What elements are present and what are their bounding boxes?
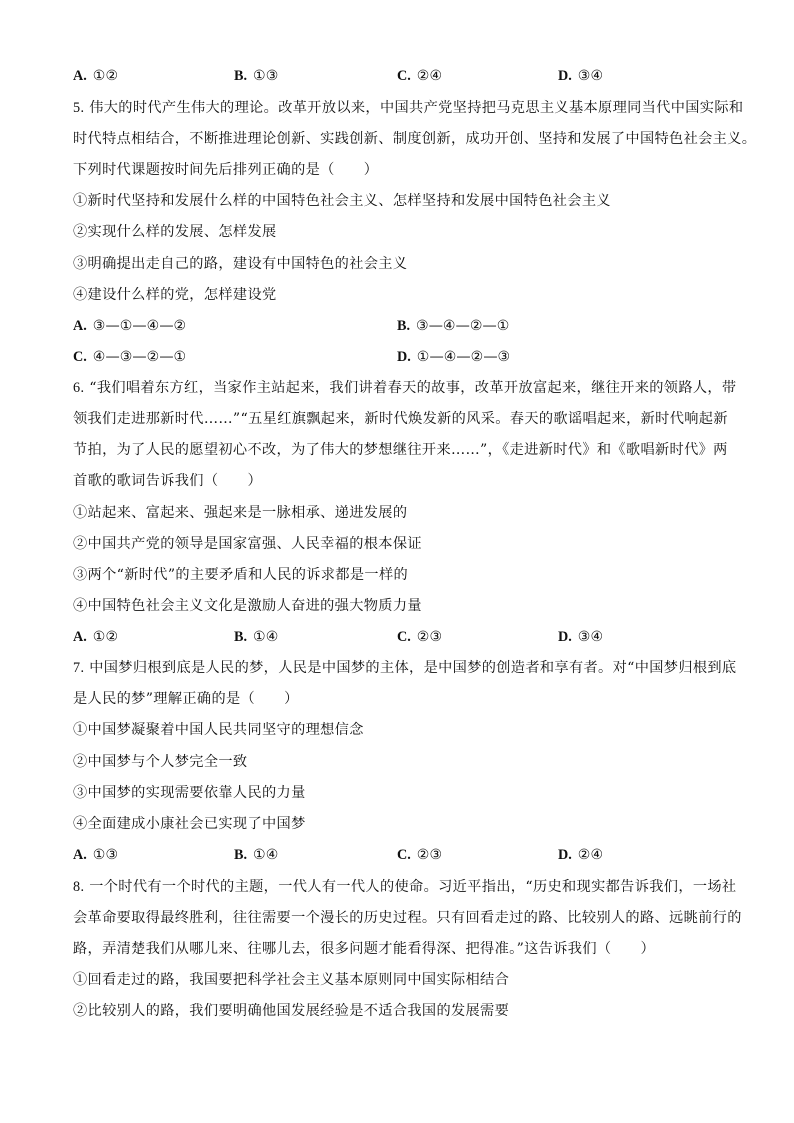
option-key: D. bbox=[558, 68, 572, 84]
q7-item-2: ②中国梦与个人梦完全一致 bbox=[73, 754, 248, 770]
option-key: B. bbox=[234, 847, 248, 863]
option-key: A. bbox=[73, 318, 87, 334]
q8-stem-line-2: 会革命要取得最终胜利，往往需要一个漫长的历史过程。只有回看走过的路、比较别人的路、远眺前行的 bbox=[73, 910, 742, 926]
q5-item-4: ④建设什么样的党，怎样建设党 bbox=[73, 287, 277, 303]
option-text: ①③ bbox=[253, 68, 279, 84]
q6-option-b bbox=[234, 627, 278, 647]
q5-option-a bbox=[73, 316, 186, 336]
option-key: D. bbox=[558, 847, 572, 863]
option-key: B. bbox=[397, 318, 411, 334]
q5-item-2: ②实现什么样的发展、怎样发展 bbox=[73, 224, 277, 240]
q5-option-b bbox=[397, 316, 509, 336]
option-key: B. bbox=[234, 629, 248, 645]
q6-item-3: ③两个“新时代”的主要矛盾和人民的诉求都是一样的 bbox=[73, 567, 409, 583]
q8-stem-line-3: 路，弄清楚我们从哪儿来、往哪儿去，很多问题才能看得深、把得准。”这告诉我们（ ） bbox=[73, 941, 656, 957]
q7-option-b bbox=[234, 845, 278, 865]
stem-text: 伟大的时代产生伟大的理论。改革开放以来，中国共产党坚持把马克思主义基本原理同当代中国实际和 bbox=[89, 100, 744, 116]
option-key: C. bbox=[73, 349, 87, 365]
option-text: ③④ bbox=[577, 68, 604, 84]
stem-text: 一个时代有一个时代的主题，一代人有一代人的使命。习近平指出，“历史和现实都告诉我们，一场社 bbox=[89, 879, 737, 895]
q7-option-c bbox=[397, 845, 442, 865]
top-option-d bbox=[558, 66, 603, 86]
q5-stem-line-2: 时代特点相结合，不断推进理论创新、实践创新、制度创新，成功开创、坚持和发展了中国特色社会主义。 bbox=[73, 131, 757, 147]
option-text: ①③ bbox=[92, 847, 119, 863]
q5-stem-line-3: 下列时代课题按时间先后排列正确的是（ ） bbox=[73, 162, 379, 178]
q8-item-1: ①回看走过的路，我国要把科学社会主义基本原则同中国实际相结合 bbox=[73, 972, 510, 988]
q6-option-d bbox=[558, 627, 603, 647]
question-number: 7. bbox=[73, 660, 85, 676]
stem-text: “我们唱着东方红，当家作主站起来，我们讲着春天的故事，改革开放富起来，继往开来的领路人，带 bbox=[89, 380, 737, 396]
q5-option-c bbox=[73, 347, 186, 367]
option-key: C. bbox=[397, 847, 411, 863]
option-text: ③—①—④—② bbox=[92, 318, 187, 334]
option-text: ①② bbox=[92, 68, 119, 84]
question-number: 8. bbox=[73, 879, 85, 895]
q8-item-2: ②比较别人的路，我们要明确他国发展经验是不适合我国的发展需要 bbox=[73, 1003, 510, 1019]
question-number: 5. bbox=[73, 100, 85, 116]
option-key: A. bbox=[73, 847, 87, 863]
q6-stem-line-4: 首歌的歌词告诉我们（ ） bbox=[73, 473, 262, 489]
q6-stem-line-1 bbox=[73, 378, 736, 398]
option-key: D. bbox=[558, 629, 572, 645]
question-number: 6. bbox=[73, 380, 85, 396]
stem-text: 中国梦归根到底是人民的梦，人民是中国梦的主体，是中国梦的创造者和享有者。对“中国梦归根到底 bbox=[89, 660, 737, 676]
q7-stem-line-1 bbox=[73, 658, 736, 678]
option-text: ③—④—②—① bbox=[416, 318, 510, 334]
top-option-b bbox=[234, 66, 278, 86]
option-text: ①④ bbox=[253, 629, 279, 645]
option-key: B. bbox=[234, 68, 248, 84]
option-text: ②④ bbox=[577, 847, 604, 863]
option-text: ②③ bbox=[416, 629, 443, 645]
option-key: C. bbox=[397, 68, 411, 84]
option-key: D. bbox=[397, 349, 411, 365]
q8-stem-line-1 bbox=[73, 877, 736, 897]
option-text: ①② bbox=[92, 629, 119, 645]
q7-option-d bbox=[558, 845, 603, 865]
option-text: ②④ bbox=[416, 68, 443, 84]
option-key: A. bbox=[73, 68, 87, 84]
q6-option-a bbox=[73, 627, 118, 647]
q5-option-d bbox=[397, 347, 510, 367]
option-key: C. bbox=[397, 629, 411, 645]
q6-item-1: ①站起来、富起来、强起来是一脉相承、递进发展的 bbox=[73, 505, 408, 521]
q6-item-4: ④中国特色社会主义文化是激励人奋进的强大物质力量 bbox=[73, 598, 422, 614]
top-option-c bbox=[397, 66, 442, 86]
q7-option-a bbox=[73, 845, 118, 865]
q7-item-3: ③中国梦的实现需要依靠人民的力量 bbox=[73, 785, 306, 801]
q6-item-2: ②中国共产党的领导是国家富强、人民幸福的根本保证 bbox=[73, 536, 422, 552]
q6-stem-line-2: 领我们走进那新时代……”“五星红旗飘起来，新时代焕发新的风采。春天的歌谣唱起来，新时代响起新 bbox=[73, 411, 728, 427]
q7-item-4: ④全面建成小康社会已实现了中国梦 bbox=[73, 816, 306, 832]
option-text: ④—③—②—① bbox=[92, 349, 187, 365]
q7-stem-line-2: 是人民的梦”理解正确的是（ ） bbox=[73, 691, 299, 707]
option-text: ①④ bbox=[253, 847, 279, 863]
q5-item-3: ③明确提出走自己的路，建设有中国特色的社会主义 bbox=[73, 256, 408, 272]
top-option-a bbox=[73, 66, 118, 86]
q5-stem-line-1 bbox=[73, 98, 743, 118]
option-key: A. bbox=[73, 629, 87, 645]
option-text: ②③ bbox=[416, 847, 443, 863]
option-text: ①—④—②—③ bbox=[416, 349, 511, 365]
q7-item-1: ①中国梦凝聚着中国人民共同坚守的理想信念 bbox=[73, 722, 364, 738]
q5-item-1: ①新时代坚持和发展什么样的中国特色社会主义、怎样坚持和发展中国特色社会主义 bbox=[73, 193, 611, 209]
q6-option-c bbox=[397, 627, 442, 647]
option-text: ③④ bbox=[577, 629, 604, 645]
q6-stem-line-3: 节拍，为了人民的愿望初心不改，为了伟大的梦想继往开来……”，《走进新时代》和《歌唱新时代》两 bbox=[73, 442, 728, 458]
